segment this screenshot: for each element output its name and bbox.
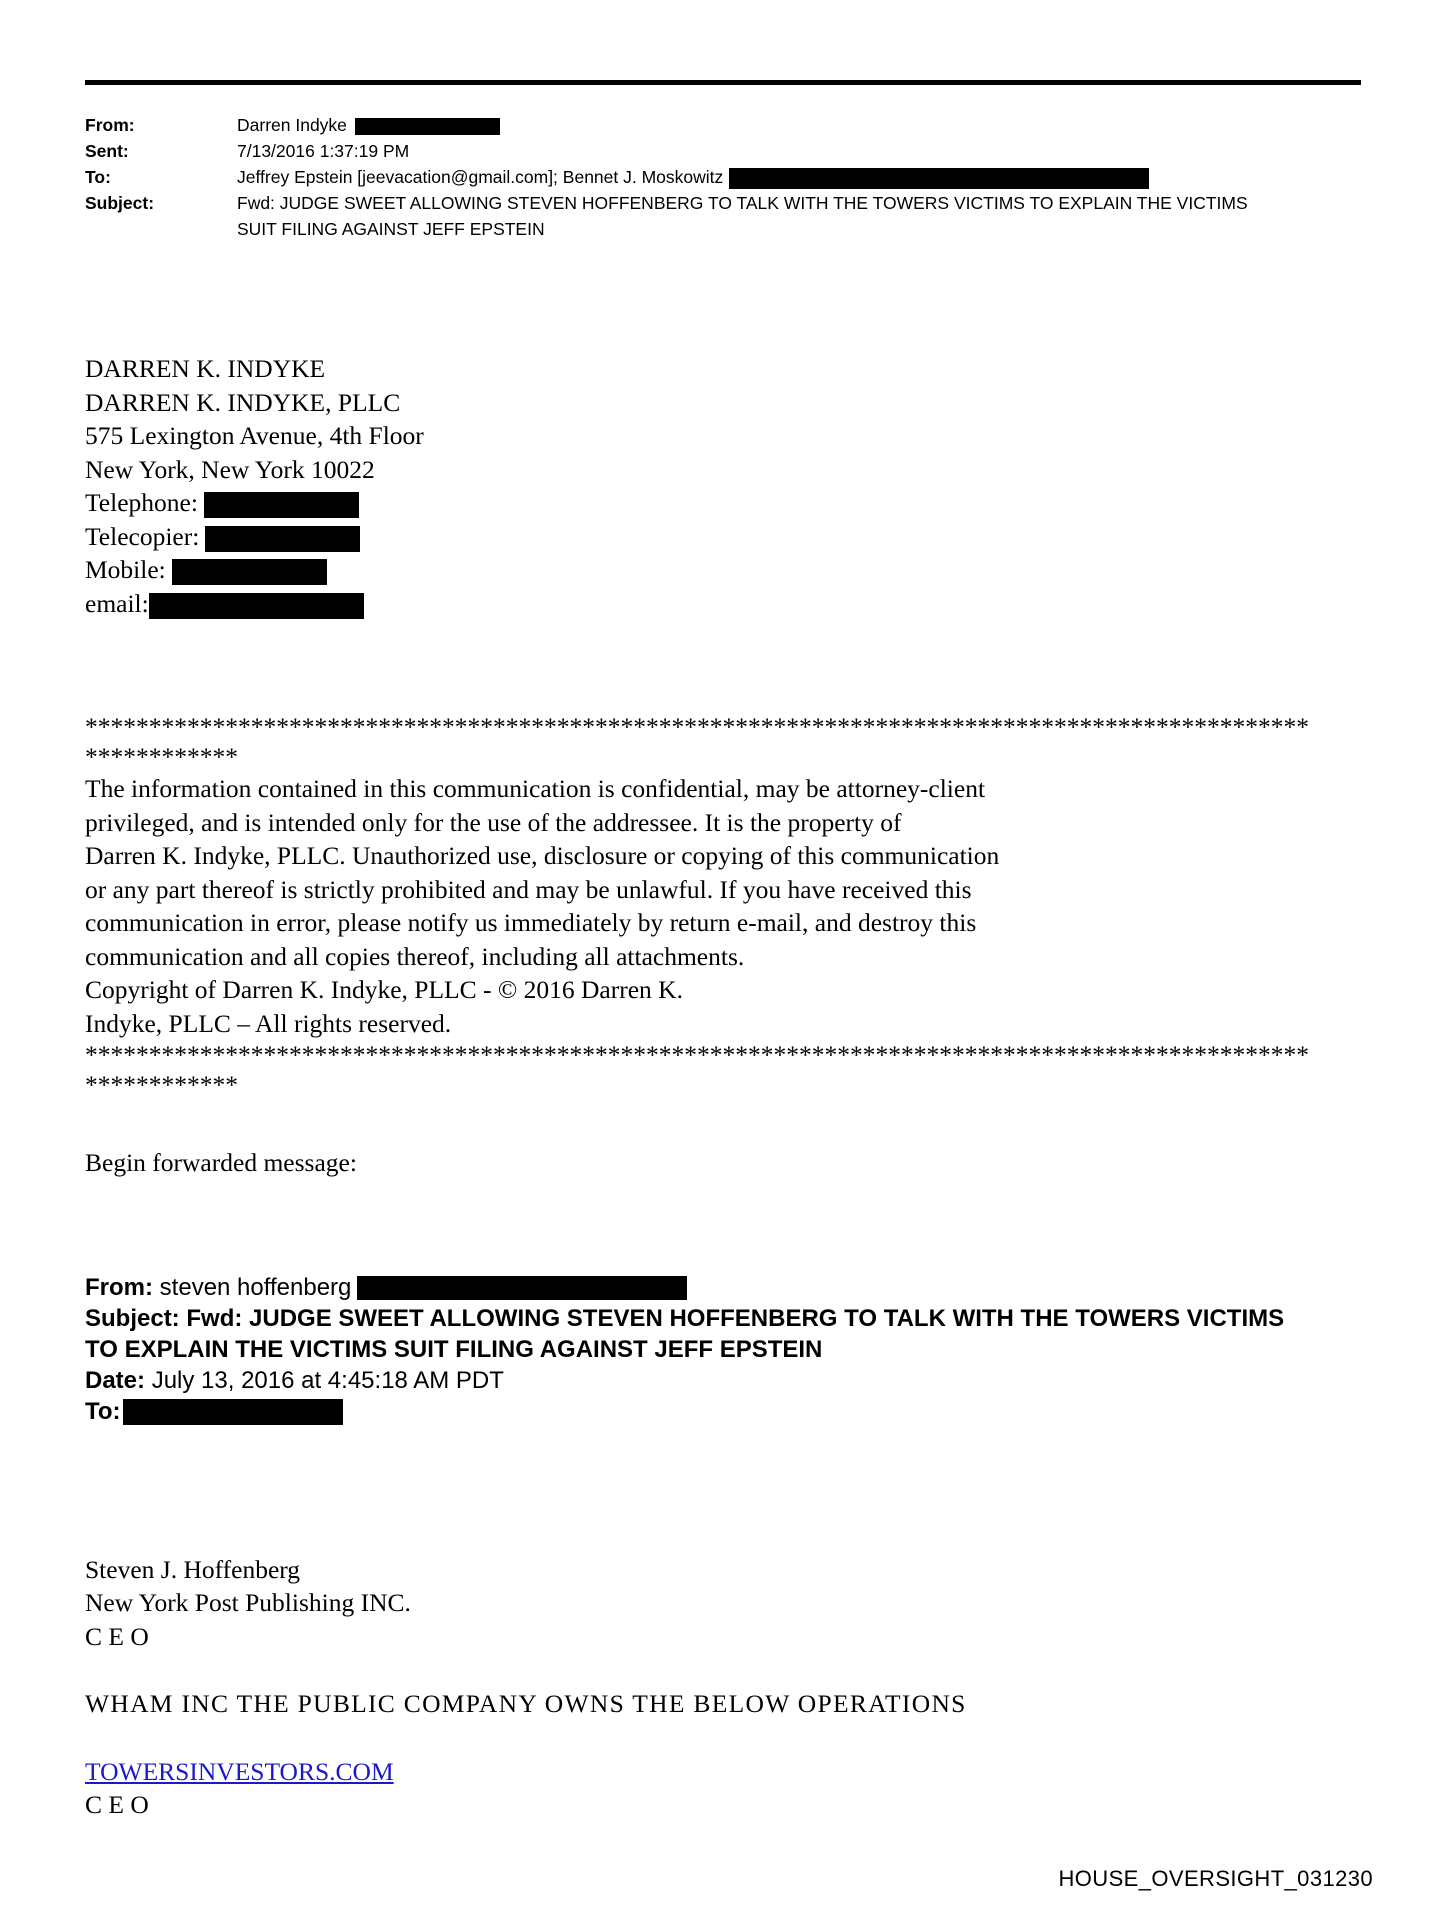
header-row-to bbox=[85, 164, 1375, 190]
forwarded-subject-value: Fwd: JUDGE SWEET ALLOWING STEVEN HOFFENBERG TO TALK WITH THE TOWERS VICTIMS TO EXPLAIN THE VICTIMS SUIT FILING AGAINST JEFF EPSTEIN bbox=[85, 1304, 1285, 1363]
signature-telephone-label: Telephone: bbox=[85, 488, 198, 517]
email-body bbox=[85, 352, 1385, 1822]
hoffenberg-title: C E O bbox=[85, 1621, 149, 1651]
header-row-from bbox=[85, 112, 1375, 138]
disclaimer-line-7: Copyright of Darren K. Indyke, PLLC - © 2016 Darren K. bbox=[85, 975, 683, 1004]
forwarded-to-row bbox=[85, 1396, 1385, 1427]
disclaimer-line-8: Indyke, PLLC – All rights reserved. bbox=[85, 1008, 452, 1038]
stars-divider-bottom-line2: ************ bbox=[85, 1070, 238, 1099]
hoffenberg-name: Steven J. Hoffenberg bbox=[85, 1554, 301, 1584]
stars-divider-bottom-line1: ************************************************************************************************ bbox=[85, 1040, 1309, 1069]
header-to-text: Jeffrey Epstein [jeevacation@gmail.com]; Bennet J. Moskowitz bbox=[237, 167, 724, 187]
header-row-subject bbox=[85, 190, 1375, 242]
disclaimer-line-5: communication in error, please notify us immediately by return e-mail, and destroy this bbox=[85, 908, 977, 937]
header-value-from bbox=[237, 112, 1375, 138]
forwarded-date-row bbox=[85, 1365, 1385, 1396]
signature-email-label: email: bbox=[85, 588, 149, 618]
redaction-from bbox=[355, 118, 500, 135]
spacer-6 bbox=[85, 1653, 1385, 1687]
towersinvestors-link-row[interactable] bbox=[85, 1755, 1385, 1789]
forwarded-date-label: Date: bbox=[85, 1366, 146, 1394]
signature-mobile-label: Mobile: bbox=[85, 555, 166, 584]
header-label-to: To: bbox=[85, 167, 111, 187]
email-header bbox=[85, 112, 1375, 242]
header-rule bbox=[85, 80, 1361, 85]
redaction-email bbox=[149, 593, 364, 619]
disclaimer-line-3: Darren K. Indyke, PLLC. Unauthorized use, disclosure or copying of this communication bbox=[85, 841, 1000, 870]
disclaimer-line-6: communication and all copies thereof, including all attachments. bbox=[85, 941, 745, 971]
spacer-2 bbox=[85, 1100, 1385, 1146]
header-row-sent bbox=[85, 138, 1375, 164]
header-value-sent: 7/13/2016 1:37:19 PM bbox=[237, 141, 410, 161]
header-value-to bbox=[237, 164, 1375, 190]
spacer-5 bbox=[85, 1519, 1385, 1553]
hoffenberg-company: New York Post Publishing INC. bbox=[85, 1588, 411, 1617]
header-label-sent: Sent: bbox=[85, 141, 129, 161]
redaction-forwarded-from bbox=[357, 1276, 687, 1300]
spacer-3 bbox=[85, 1180, 1385, 1272]
header-value-subject: Fwd: JUDGE SWEET ALLOWING STEVEN HOFFENBERG TO TALK WITH THE TOWERS VICTIMS TO EXPLAIN THE VICTIMS SUIT FILING AGAINST JEFF EPSTEIN bbox=[237, 193, 1253, 239]
stars-divider-top-line2: ************ bbox=[85, 742, 238, 771]
disclaimer-line-2: privileged, and is intended only for the use of the addressee. It is the property of bbox=[85, 807, 902, 837]
signature-firm: DARREN K. INDYKE, PLLC bbox=[85, 387, 401, 417]
header-from-text: Darren Indyke bbox=[237, 115, 347, 135]
signature-telephone bbox=[85, 486, 1385, 520]
redaction-mobile bbox=[172, 559, 327, 585]
forwarded-date-value: July 13, 2016 at 4:45:18 AM PDT bbox=[151, 1366, 504, 1394]
stars-divider-top-line1: ************************************************************************************************ bbox=[85, 712, 1309, 741]
redaction-forwarded-to bbox=[123, 1399, 343, 1425]
begin-forwarded-message: Begin forwarded message: bbox=[85, 1148, 357, 1177]
redaction-telephone bbox=[204, 492, 359, 518]
indyke-signature-block bbox=[85, 352, 1385, 620]
signature-address-line2: New York, New York 10022 bbox=[85, 454, 375, 484]
redaction-to bbox=[729, 168, 1149, 189]
forwarded-to-label: To: bbox=[85, 1397, 121, 1425]
forwarded-from-label: From: bbox=[85, 1273, 153, 1301]
hoffenberg-block bbox=[85, 1553, 1385, 1822]
disclaimer-line-4: or any part thereof is strictly prohibited and may be unlawful. If you have received this bbox=[85, 874, 972, 904]
wham-line: WHAM INC THE PUBLIC COMPANY OWNS THE BELOW OPERATIONS bbox=[85, 1689, 967, 1718]
hoffenberg-title-2: C E O bbox=[85, 1790, 149, 1819]
bates-number: HOUSE_OVERSIGHT_031230 bbox=[1058, 1866, 1373, 1891]
spacer-4 bbox=[85, 1427, 1385, 1519]
signature-address-line1: 575 Lexington Avenue, 4th Floor bbox=[85, 421, 424, 450]
signature-email bbox=[85, 587, 1385, 621]
forwarded-header bbox=[85, 1272, 1385, 1427]
signature-telecopier bbox=[85, 520, 1385, 554]
signature-mobile bbox=[85, 553, 1385, 587]
header-label-from: From: bbox=[85, 115, 135, 135]
signature-telecopier-label: Telecopier: bbox=[85, 521, 200, 551]
spacer-1 bbox=[85, 620, 1385, 712]
towersinvestors-link[interactable]: TOWERSINVESTORS.COM bbox=[85, 1756, 394, 1786]
forwarded-from-value: steven hoffenberg bbox=[159, 1273, 352, 1301]
forwarded-subject-row bbox=[85, 1303, 1285, 1365]
forwarded-from-row bbox=[85, 1272, 1385, 1303]
header-label-subject: Subject: bbox=[85, 193, 155, 213]
confidentiality-notice bbox=[85, 712, 1385, 1100]
signature-name: DARREN K. INDYKE bbox=[85, 354, 326, 383]
redaction-telecopier bbox=[205, 526, 360, 552]
forwarded-subject-label: Subject: bbox=[85, 1304, 180, 1332]
disclaimer-line-1: The information contained in this communication is confidential, may be attorney-client bbox=[85, 774, 986, 803]
spacer-7 bbox=[85, 1721, 1385, 1755]
